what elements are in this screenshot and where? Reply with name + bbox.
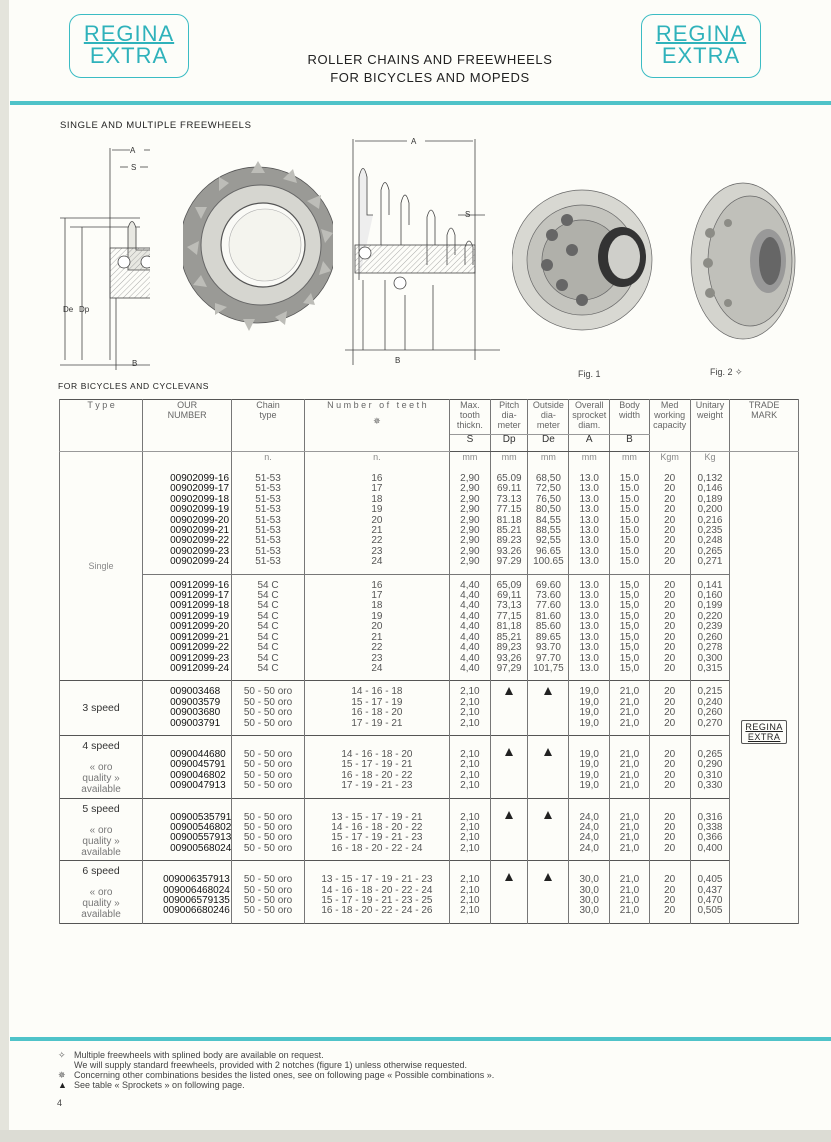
part-numbers: 00900535791 00900546802 00900557913 00900568024 — [143, 798, 232, 861]
symbol-dp: Dp — [490, 435, 528, 452]
teeth-counts: 16 17 18 19 20 21 22 23 24 — [304, 574, 449, 681]
footnote: ▲ See table « Sprockets » on following page. — [58, 1080, 245, 1090]
dim-label-dp: Dp — [79, 305, 90, 314]
trade-mark-cell — [730, 452, 799, 924]
overall-diameter: 13.0 13.0 13.0 13.0 13.0 13.0 13.0 13.0 13.0 — [569, 574, 610, 681]
triangle-icon — [505, 687, 513, 695]
type-cell-6-speed: 6 speed « oro quality » available — [60, 861, 143, 924]
body-width: 15,0 15,0 15,0 15,0 15,0 15,0 15,0 15,0 15,0 — [610, 574, 650, 681]
type-cell-4-speed: 4 speed « oro quality » available — [60, 735, 143, 798]
table-group-single-5153 — [60, 468, 799, 574]
unit-de: mm — [528, 452, 569, 469]
triangle-icon — [544, 687, 552, 695]
part-numbers: 00902099-16 00902099-17 00902099-18 00902099-19 00902099-20 00902099-21 00902099-22 00902099-23 00902099-24 — [143, 468, 232, 574]
logo-text-extra: EXTRA — [89, 43, 169, 68]
chain-types: 50 - 50 oro 50 - 50 oro 50 - 50 oro 50 - 50 oro — [232, 735, 305, 798]
teeth-counts: 14 - 16 - 18 15 - 17 - 19 16 - 18 - 20 17 - 19 - 21 — [304, 681, 449, 736]
pitch-diameter-see-sprockets — [490, 681, 528, 736]
col-header-type: T y p e — [60, 400, 143, 452]
footnote: ✧ Multiple freewheels with splined body are available on request. — [58, 1050, 324, 1060]
part-numbers: 0090044680 0090045791 0090046802 0090047913 — [143, 735, 232, 798]
footnote: ✵ Concerning other combinations besides the listed ones, see on following page « Possible combinations ». — [58, 1070, 495, 1080]
footnotes — [58, 1050, 494, 1090]
body-width: 21,0 21,0 21,0 21,0 — [610, 735, 650, 798]
symbol-b: B — [610, 435, 650, 452]
triangle-icon — [505, 811, 513, 819]
overall-diameter: 30,0 30,0 30,0 30,0 — [569, 861, 610, 924]
pitch-diameter-see-sprockets — [490, 798, 528, 861]
table-group-4-speed — [60, 735, 799, 798]
pitch-diameter-see-sprockets — [490, 735, 528, 798]
outside-diameter: 69.60 73.60 77.60 81.60 85.60 89.65 93.70 97.70 101,75 — [528, 574, 569, 681]
part-numbers: 00912099-16 00912099-17 00912099-18 00912099-19 00912099-20 00912099-21 00912099-22 00912099-23 00912099-24 — [143, 574, 232, 681]
page-edge — [0, 0, 9, 1142]
dim-label-a: A — [411, 137, 417, 146]
dim-label-a: A — [130, 146, 136, 155]
teeth-counts: 13 - 15 - 17 - 19 - 21 14 - 16 - 18 - 20 - 22 15 - 17 - 19 - 21 - 23 16 - 18 - 20 - 22 - 24 — [304, 798, 449, 861]
regina-extra-logo — [641, 14, 761, 78]
col-header-trade-mark: TRADE MARK — [730, 400, 799, 452]
unit-weight: Kg — [690, 452, 730, 469]
footnote: We will supply standard freewheels, provided with 2 notches (figure 1) unless otherwise requested. — [74, 1060, 468, 1070]
col-header-teeth: N u m b e r o f t e e t h ✵ — [304, 400, 449, 452]
chain-types: 50 - 50 oro 50 - 50 oro 50 - 50 oro 50 - 50 oro — [232, 798, 305, 861]
outside-diameter-see-sprockets — [528, 861, 569, 924]
page-edge — [0, 1130, 831, 1142]
unit-b: mm — [610, 452, 650, 469]
overall-diameter: 24,0 24,0 24,0 24,0 — [569, 798, 610, 861]
chain-types: 50 - 50 oro 50 - 50 oro 50 - 50 oro 50 - 50 oro — [232, 861, 305, 924]
col-header-chain-type: Chain type — [232, 400, 305, 452]
triangle-icon — [544, 748, 552, 756]
unit-teeth: n. — [304, 452, 449, 469]
symbol-s: S — [450, 435, 491, 452]
dim-label-b: B — [132, 359, 138, 368]
col-header-overall: Overall sprocket diam. — [569, 400, 610, 435]
pitch-diameter: 65.09 69.11 73.13 77.15 81.18 85.21 89.23 93.26 97.29 — [490, 468, 528, 574]
section-heading-bicycles: FOR BICYCLES AND CYCLEVANS — [58, 381, 210, 391]
dim-label-b: B — [395, 356, 401, 365]
table-group-5-speed — [60, 798, 799, 861]
outside-diameter: 68,50 72,50 76,50 80,50 84,55 88,55 92,55 96.65 100.65 — [528, 468, 569, 574]
pitch-diameter: 65,09 69,11 73,13 77,15 81,18 85,21 89,23 93,26 97,29 — [490, 574, 528, 681]
type-cell-5-speed: 5 speed « oro quality » available — [60, 798, 143, 861]
outside-diameter-see-sprockets — [528, 681, 569, 736]
logo-text-extra: EXTRA — [661, 43, 741, 68]
multiple-freewheel-section-diagram — [345, 135, 515, 365]
units-row — [60, 452, 799, 469]
outside-diameter-see-sprockets — [528, 798, 569, 861]
overall-diameter: 13.0 13.0 13.0 13.0 13.0 13.0 13.0 13.0 13.0 — [569, 468, 610, 574]
single-freewheel-section-diagram — [60, 140, 150, 370]
col-header-our-number: OUR NUMBER — [143, 400, 232, 452]
tooth-thickness: 2,10 2,10 2,10 2,10 — [450, 735, 491, 798]
overall-diameter: 19,0 19,0 19,0 19,0 — [569, 681, 610, 736]
col-header-outside: Outside dia- meter — [528, 400, 569, 435]
logo-text-regina: REGINA — [655, 21, 747, 46]
unitary-weight: 0,316 0,338 0,366 0,400 — [690, 798, 730, 861]
chain-types: 51-53 51-53 51-53 51-53 51-53 51-53 51-53 51-53 51-53 — [232, 468, 305, 574]
regina-extra-logo — [69, 14, 189, 78]
fig2-splined-freewheel-photo — [688, 163, 803, 363]
unitary-weight: 0,132 0,146 0,189 0,200 0,216 0,235 0,248 0,265 0,271 — [690, 468, 730, 574]
overall-diameter: 19,0 19,0 19,0 19,0 — [569, 735, 610, 798]
freewheel-spec-table — [59, 399, 799, 924]
table-group-6-speed — [60, 861, 799, 924]
tooth-thickness: 2,10 2,10 2,10 2,10 — [450, 681, 491, 736]
part-numbers: 009003468 009003579 009003680 009003791 — [143, 681, 232, 736]
body-width: 21,0 21,0 21,0 21,0 — [610, 861, 650, 924]
unit-a: mm — [569, 452, 610, 469]
star-outline-icon: ✧ — [58, 1050, 66, 1060]
unit-s: mm — [450, 452, 491, 469]
working-capacity: 20 20 20 20 — [649, 861, 690, 924]
teeth-counts: 14 - 16 - 18 - 20 15 - 17 - 19 - 21 16 - 18 - 20 - 22 17 - 19 - 21 - 23 — [304, 735, 449, 798]
header-divider — [10, 101, 831, 105]
chain-types: 54 C 54 C 54 C 54 C 54 C 54 C 54 C 54 C 54 C — [232, 574, 305, 681]
unitary-weight: 0,265 0,290 0,310 0,330 — [690, 735, 730, 798]
working-capacity: 20 20 20 20 — [649, 735, 690, 798]
outside-diameter-see-sprockets — [528, 735, 569, 798]
teeth-counts: 13 - 15 - 17 - 19 - 21 - 23 14 - 16 - 18 - 20 - 22 - 24 15 - 17 - 19 - 21 - 23 - 25 16 - 18 - 20 - 22 - 24 - 26 — [304, 861, 449, 924]
dim-label-s: S — [131, 163, 137, 172]
title-line-1: ROLLER CHAINS AND FREEWHEELS — [307, 52, 553, 67]
tooth-thickness: 4,40 4,40 4,40 4,40 4,40 4,40 4,40 4,40 4,40 — [450, 574, 491, 681]
body-width: 21,0 21,0 21,0 21,0 — [610, 681, 650, 736]
symbol-a: A — [569, 435, 610, 452]
col-header-body: Body width — [610, 400, 650, 435]
title-line-2: FOR BICYCLES AND MOPEDS — [330, 70, 530, 85]
part-numbers: 009006357913 009006468024 009006579135 009006680246 — [143, 861, 232, 924]
fig1-caption: Fig. 1 — [578, 369, 601, 379]
tooth-thickness: 2,10 2,10 2,10 2,10 — [450, 798, 491, 861]
triangle-icon: ▲ — [58, 1080, 67, 1090]
tooth-thickness: 2,90 2,90 2,90 2,90 2,90 2,90 2,90 2,90 2,90 — [450, 468, 491, 574]
unit-dp: mm — [490, 452, 528, 469]
triangle-icon — [505, 748, 513, 756]
pitch-diameter-see-sprockets — [490, 861, 528, 924]
fig2-caption: Fig. 2 ✧ — [710, 367, 743, 377]
symbol-de: De — [528, 435, 569, 452]
unitary-weight: 0,141 0,160 0,199 0,220 0,239 0,260 0,278 0,300 0,315 — [690, 574, 730, 681]
page-title — [260, 51, 600, 87]
dim-label-de: De — [63, 305, 74, 314]
table-group-single-54c — [60, 574, 799, 681]
footer-divider — [10, 1037, 831, 1041]
triangle-icon — [544, 811, 552, 819]
col-header-weight: Unitary weight — [690, 400, 730, 452]
col-header-max-tooth: Max. tooth thickn. — [450, 400, 491, 435]
working-capacity: 20 20 20 20 — [649, 798, 690, 861]
unitary-weight: 0,405 0,437 0,470 0,505 — [690, 861, 730, 924]
page-number: 4 — [57, 1098, 63, 1108]
single-freewheel-photo — [183, 143, 333, 348]
triangle-icon — [505, 873, 513, 881]
unitary-weight: 0,215 0,240 0,260 0,270 — [690, 681, 730, 736]
type-cell-3-speed: 3 speed — [60, 681, 143, 736]
logo-text-regina: REGINA — [83, 21, 175, 46]
working-capacity: 20 20 20 20 20 20 20 20 20 — [649, 468, 690, 574]
working-capacity: 20 20 20 20 20 20 20 20 20 — [649, 574, 690, 681]
teeth-counts: 16 17 18 19 20 21 22 23 24 — [304, 468, 449, 574]
working-capacity: 20 20 20 20 — [649, 681, 690, 736]
body-width: 21,0 21,0 21,0 21,0 — [610, 798, 650, 861]
tooth-thickness: 2,10 2,10 2,10 2,10 — [450, 861, 491, 924]
table-header-row — [60, 400, 799, 435]
body-width: 15.0 15.0 15.0 15.0 15.0 15.0 15.0 15.0 15.0 — [610, 468, 650, 574]
unit-chain: n. — [232, 452, 305, 469]
unit-capacity: Kgm — [649, 452, 690, 469]
col-header-capacity: Med working capacity — [649, 400, 690, 452]
type-cell-single: Single — [60, 452, 143, 681]
dim-label-s: S — [465, 210, 471, 219]
col-header-pitch: Pitch dia- meter — [490, 400, 528, 435]
fig1-multiple-freewheel-photo — [512, 165, 662, 360]
triangle-icon — [544, 873, 552, 881]
table-group-3-speed — [60, 681, 799, 736]
asterisk-icon: ✵ — [58, 1070, 66, 1080]
trade-mark-logo: REGINA EXTRA — [741, 720, 787, 744]
chain-types: 50 - 50 oro 50 - 50 oro 50 - 50 oro 50 - 50 oro — [232, 681, 305, 736]
section-heading-freewheels: SINGLE AND MULTIPLE FREEWHEELS — [60, 120, 252, 131]
